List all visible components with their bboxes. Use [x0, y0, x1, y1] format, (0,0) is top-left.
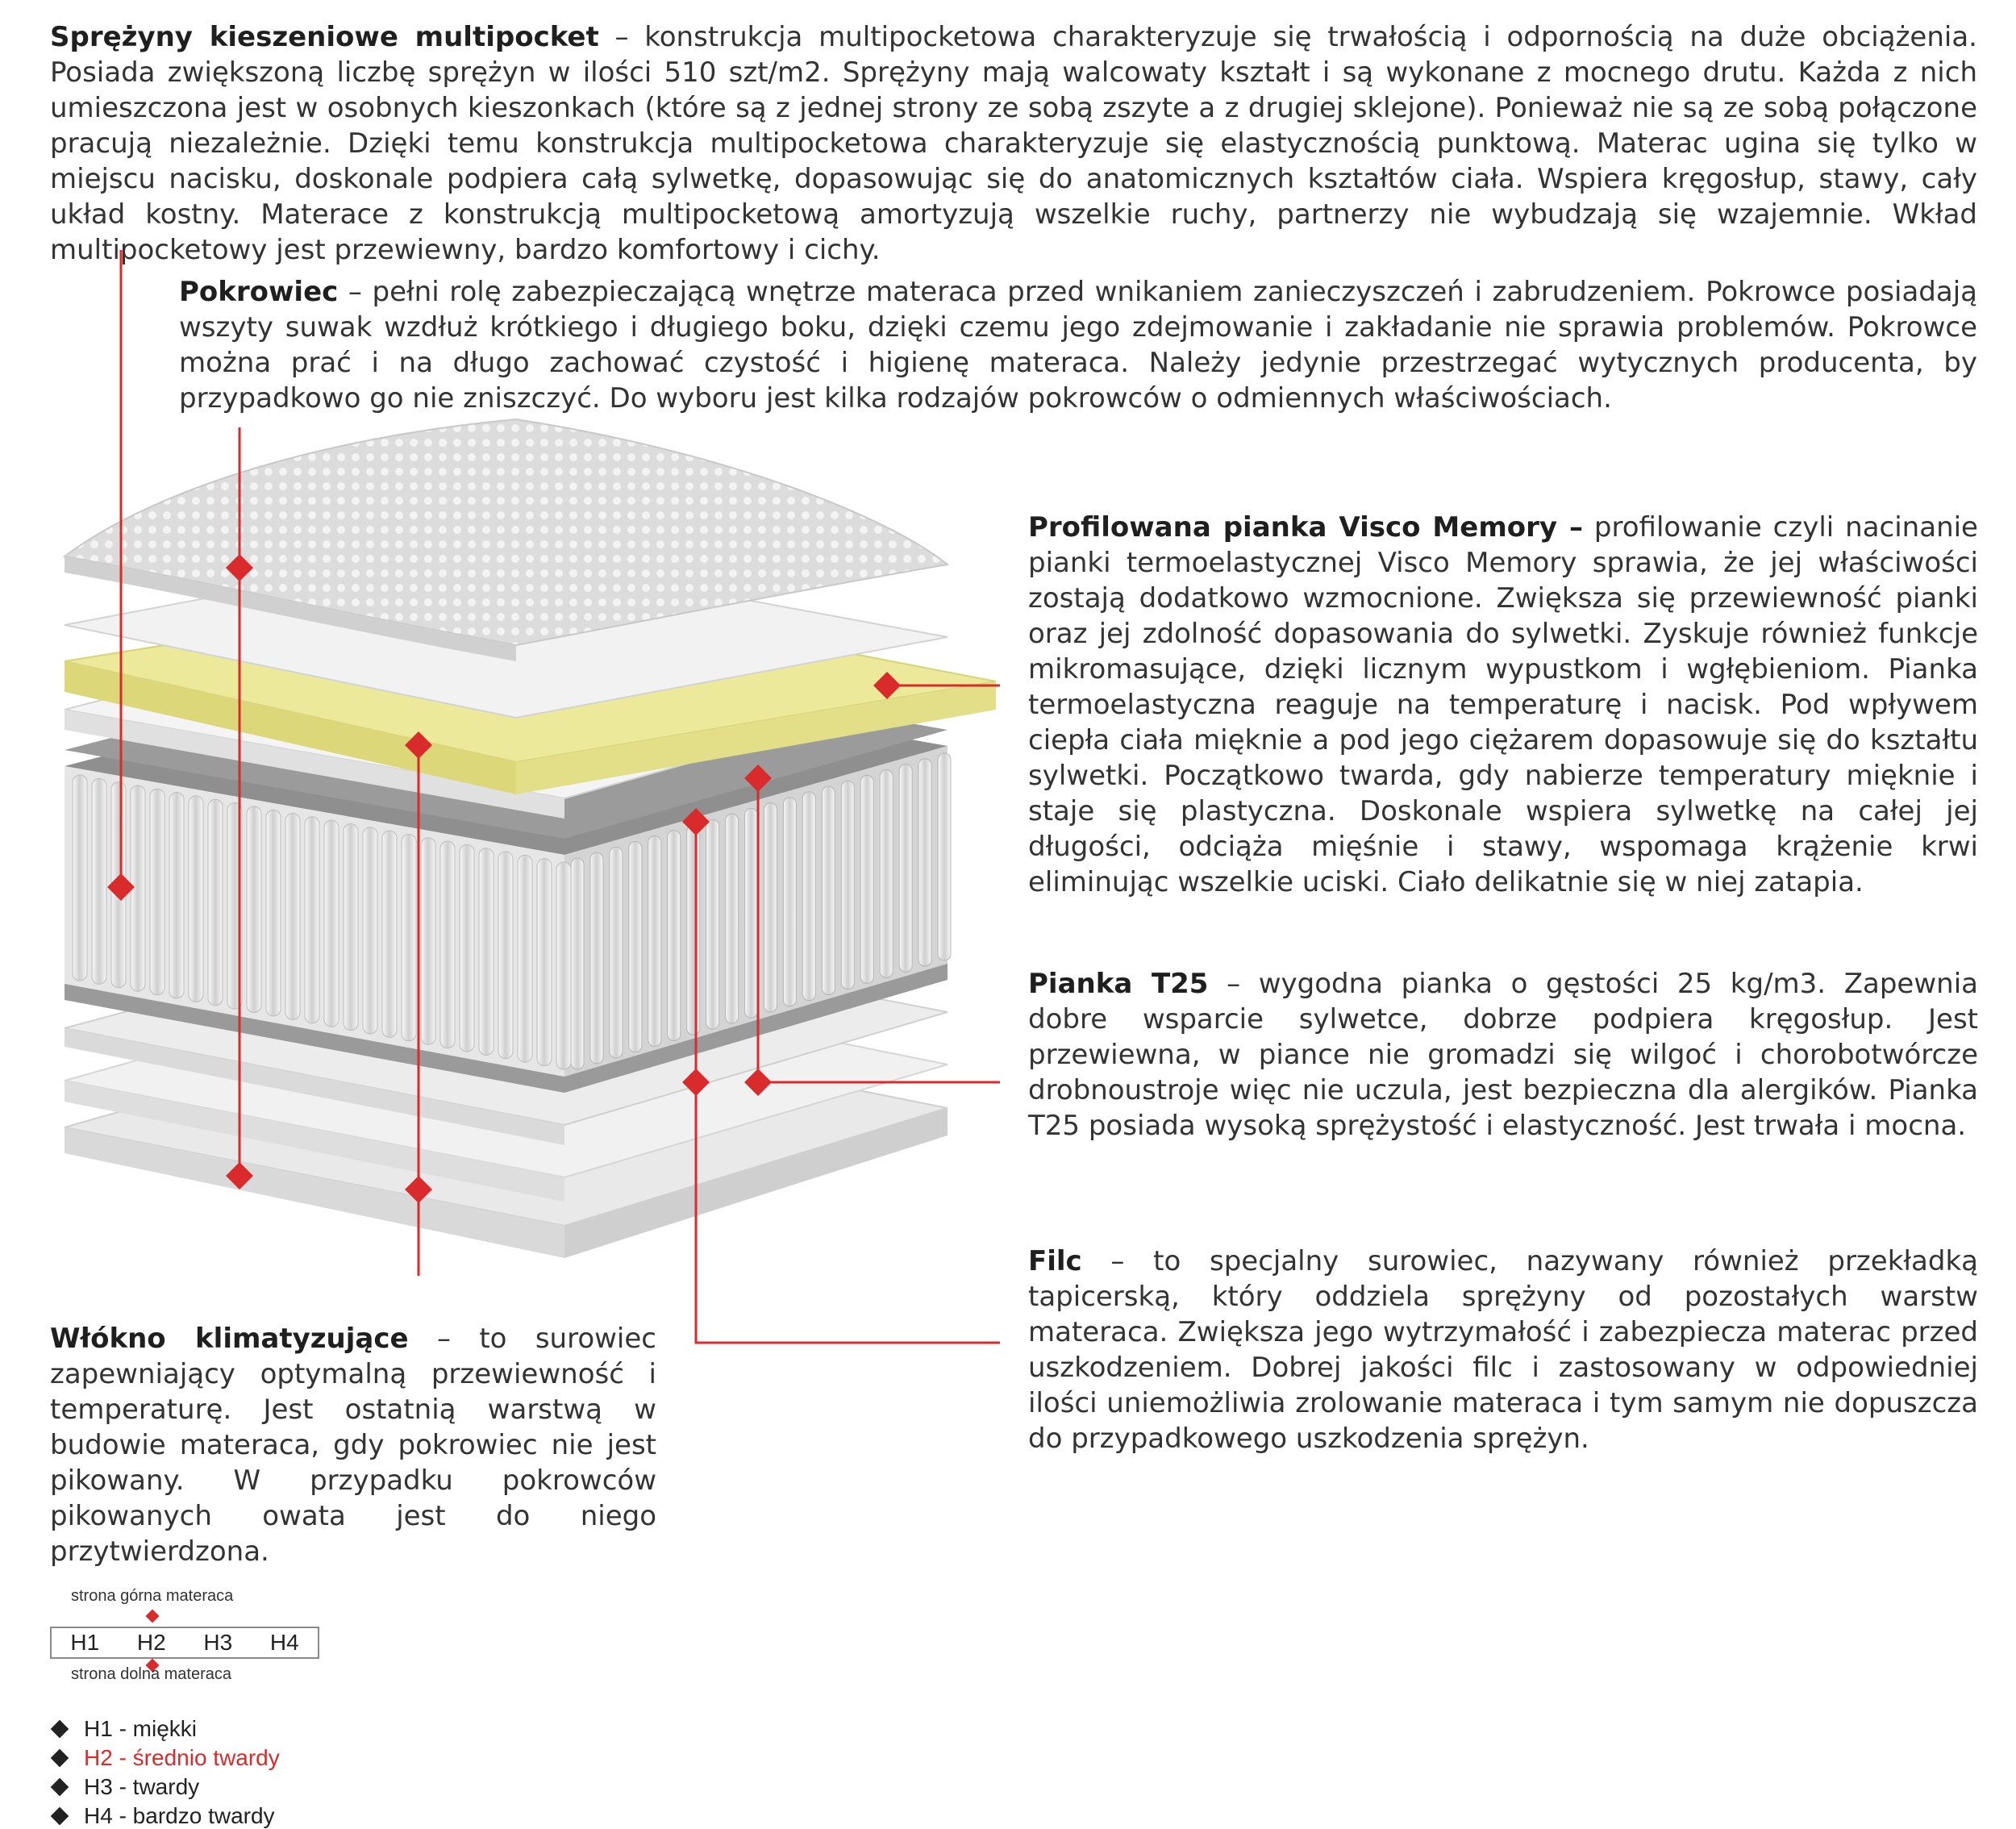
- felt-title: Filc: [1028, 1245, 1082, 1277]
- t25-text: – wygodna pianka o gęstości 25 kg/m3. Zapewnia dobre wsparcie sylwetce, dobrze podpiera kręgosłup. Jest przewiewna, w piance nie gromadzi się wilgoć i chorobotwórcze drobnoustroje więc nie uczula, jest bezpieczna dla alergików. Pianka T25 posiada wysoką sprężystość i elastyczność. Jest trwała i mocna.: [1028, 968, 1978, 1142]
- scale-h4: H4: [269, 1630, 299, 1655]
- spring-coil: [150, 789, 165, 994]
- cover-description: [179, 274, 1977, 416]
- visco-memory-foam-layer: [65, 589, 996, 794]
- fiber-bottom-marker: [405, 1176, 432, 1203]
- legend-item-h2: H2 - średnio twardy: [50, 1745, 280, 1771]
- spring-coil: [247, 806, 261, 1013]
- legend-item-h3: H3 - twardy: [50, 1774, 199, 1800]
- spring-coil: [208, 799, 223, 1006]
- spring-coil: [860, 775, 873, 983]
- spring-coil: [687, 825, 700, 1035]
- fiber-description: [50, 1321, 656, 1569]
- bottom-t25-layer: [65, 968, 948, 1202]
- spring-coil: [783, 798, 796, 1006]
- felt-bottom-marker: [682, 1069, 710, 1096]
- spring-coil: [706, 819, 719, 1029]
- spring-coil: [285, 814, 300, 1020]
- felt-callout-line: [696, 823, 1000, 1343]
- visco-title: Profilowana pianka Visco Memory –: [1028, 511, 1583, 544]
- spring-coil: [189, 796, 203, 1002]
- spring-coil: [131, 785, 145, 991]
- spring-coil: [344, 823, 358, 1030]
- top-felt-layer: [65, 645, 948, 839]
- legend-item-h1: H1 - miękki: [50, 1716, 197, 1742]
- spring-coil: [421, 838, 435, 1044]
- spring-coil: [518, 855, 532, 1062]
- spring-coil: [841, 781, 854, 989]
- spring-coil: [629, 841, 642, 1052]
- spring-coil: [822, 786, 835, 995]
- bottom-felt-layer: [65, 919, 948, 1145]
- spring-coil: [111, 782, 126, 988]
- diamond-icon: [51, 1749, 69, 1768]
- fiber-title: Włókno klimatyzujące: [50, 1323, 409, 1355]
- cover-text: – pełni rolę zabezpieczającą wnętrze materaca przed wnikaniem zanieczyszczeń i zabrudzeniem. Pokrowce posiadają wszyty suwak wzdłuż krótkiego i długiego boku, dzięki czemu jego zdejmowanie i zakładanie nie sprawia problemów. Pokrowce można prać i na długo zachować czystość i higienę materaca. Należy jedynie przestrzegać wytycznych producenta, by przypadkowo go nie zniszczyć. Do wyboru jest kilka rodzajów pokrowców o odmiennych właściwościach.: [179, 276, 1977, 415]
- springs-title: Sprężyny kieszeniowe multipocket: [50, 21, 599, 53]
- spring-coil: [402, 834, 416, 1040]
- scale-h3: H3: [203, 1630, 233, 1655]
- spring-coil: [440, 841, 455, 1048]
- scale-h2: H2: [136, 1630, 166, 1655]
- felt-description: [1028, 1244, 1978, 1456]
- spring-coil: [648, 836, 661, 1047]
- spring-coil: [556, 862, 571, 1069]
- springs-description: [50, 19, 1977, 268]
- spring-coil: [726, 814, 739, 1023]
- bottom-side-label: strona dolna materaca: [71, 1665, 232, 1683]
- spring-coil: [537, 859, 552, 1066]
- spring-coil: [802, 792, 815, 1001]
- cover-title: Pokrowiec: [179, 276, 339, 308]
- t25-description: [1028, 966, 1978, 1144]
- springs-text: – konstrukcja multipocketowa charakteryzuje się trwałością i odpornością na duże obciążenia. Posiada zwiększoną liczbę sprężyn w ilości 510 szt/m2. Sprężyny mają walcowaty kształt i są wykonane z mocnego drutu. Każda z nich umieszczona jest w osobnych kieszonkach (które są z jednej strony ze sobą zszyte a z drugiej sklejone). Ponieważ nie są ze sobą połączone pracują niezależnie. Dzięki temu konstrukcja multipocketowa charakteryzuje się elastycznością punktową. Materac ugina się tylko w miejscu nacisku, doskonale podpiera całą sylwetkę, dopasowując się do anatomicznych kształtów ciała. Wspiera kręgosłup, stawy, cały układ kostny. Materace z konstrukcją multipocketową amortyzują wszelkie ruchy, partnerzy nie wybudzają się wzajemnie. Wkład multipocketowy jest przewiewny, bardzo komfortowy i cichy.: [50, 21, 1977, 266]
- spring-coil: [880, 770, 893, 978]
- spring-coil: [92, 778, 106, 984]
- t25-top-marker: [744, 765, 772, 792]
- top-t25-layer: [65, 605, 948, 819]
- spring-coil: [918, 759, 931, 966]
- felt-top-marker: [682, 808, 710, 835]
- spring-coil: [668, 831, 681, 1041]
- spring-coil: [938, 753, 951, 960]
- spring-coil: [745, 808, 758, 1018]
- spring-coil: [169, 793, 184, 998]
- diamond-icon: [51, 1720, 69, 1739]
- t25-bottom-marker: [744, 1069, 772, 1096]
- spring-coil: [266, 810, 281, 1016]
- spring-coil: [382, 831, 397, 1037]
- spring-coil: [227, 803, 242, 1010]
- fiber-top-marker: [405, 731, 432, 759]
- spring-coil: [305, 817, 319, 1023]
- cover-top-marker: [226, 554, 253, 581]
- legend-item-h4: H4 - bardzo twardy: [50, 1803, 275, 1829]
- spring-coil: [610, 847, 623, 1057]
- spring-coil: [324, 820, 339, 1027]
- t25-title: Pianka T25: [1028, 968, 1209, 1000]
- callout-markers: [107, 554, 901, 1203]
- top-side-marker: [144, 1607, 161, 1625]
- felt-text: – to specjalny surowiec, nazywany również przekładką tapicerską, który oddziela sprężyny od pozostałych warstw materaca. Zwiększa jego wytrzymałość i zabezpiecza materac przed uszkodzeniem. Dobrej jakości filc i zastosowany w odpowiedniej ilości uniemożliwia zrolowanie materaca i tym samym nie dopuszcza do przypadkowego uszkodzenia sprężyn.: [1028, 1245, 1978, 1455]
- spring-coil: [764, 803, 777, 1012]
- spring-coil: [498, 852, 513, 1059]
- visco-text: profilowanie czyli nacinanie pianki termoelastycznej Visco Memory sprawia, że jej właściwości zostają dodatkowo wzmocnione. Zwiększa się przewiewność pianki oraz jej zdolność dopasowania do sylwetki. Zyskuje również funkcje mikromasujące, dzięki licznym wypustkom i wgłębieniom. Pianka termoelastyczna reaguje na temperaturę i nacisk. Pod wpływem ciepła ciała mięknie a pod jego ciężarem dopasowuje się do kształtu sylwetki. Początkowo twarda, gdy nabierze temperatury mięknie i staje się plastyczna. Doskonale wspiera sylwetkę na całej jej długości, odciąża mięśnie i stawy, wspomaga krążenie krwi eliminując wszelkie uciski. Ciało delikatnie się w niej zatapia.: [1028, 511, 1978, 898]
- spring-coil: [460, 844, 474, 1052]
- spring-coil: [571, 858, 584, 1069]
- diamond-icon: [51, 1778, 69, 1797]
- t25-callout-line: [758, 778, 1000, 1082]
- scale-h1: H1: [70, 1630, 100, 1655]
- hardness-scale: [50, 1627, 319, 1659]
- springs-marker: [107, 873, 135, 901]
- fiber-text: – to surowiec zapewniający optymalną przewiewność i temperaturę. Jest ostatnią warstwą w budowie materaca, gdy pokrowiec nie jest pikowany. W przypadku pokrowców pikowanych owata jest do niego przytwierdzona.: [50, 1323, 656, 1568]
- diamond-icon: [51, 1807, 69, 1826]
- spring-coil: [363, 827, 377, 1034]
- spring-coil: [73, 775, 87, 981]
- top-side-label: strona górna materaca: [71, 1587, 234, 1605]
- visco-marker: [873, 672, 901, 699]
- pocket-springs-block: [65, 661, 951, 1093]
- top-fiber-layer: [65, 548, 948, 718]
- spring-coil: [899, 765, 912, 973]
- spring-coil: [590, 852, 603, 1064]
- cover-bottom-marker: [226, 1162, 253, 1189]
- quilted-cover-layer: [65, 419, 948, 661]
- bottom-fiber-layer: [65, 1012, 948, 1258]
- spring-coil: [479, 848, 494, 1056]
- visco-description: [1028, 510, 1978, 900]
